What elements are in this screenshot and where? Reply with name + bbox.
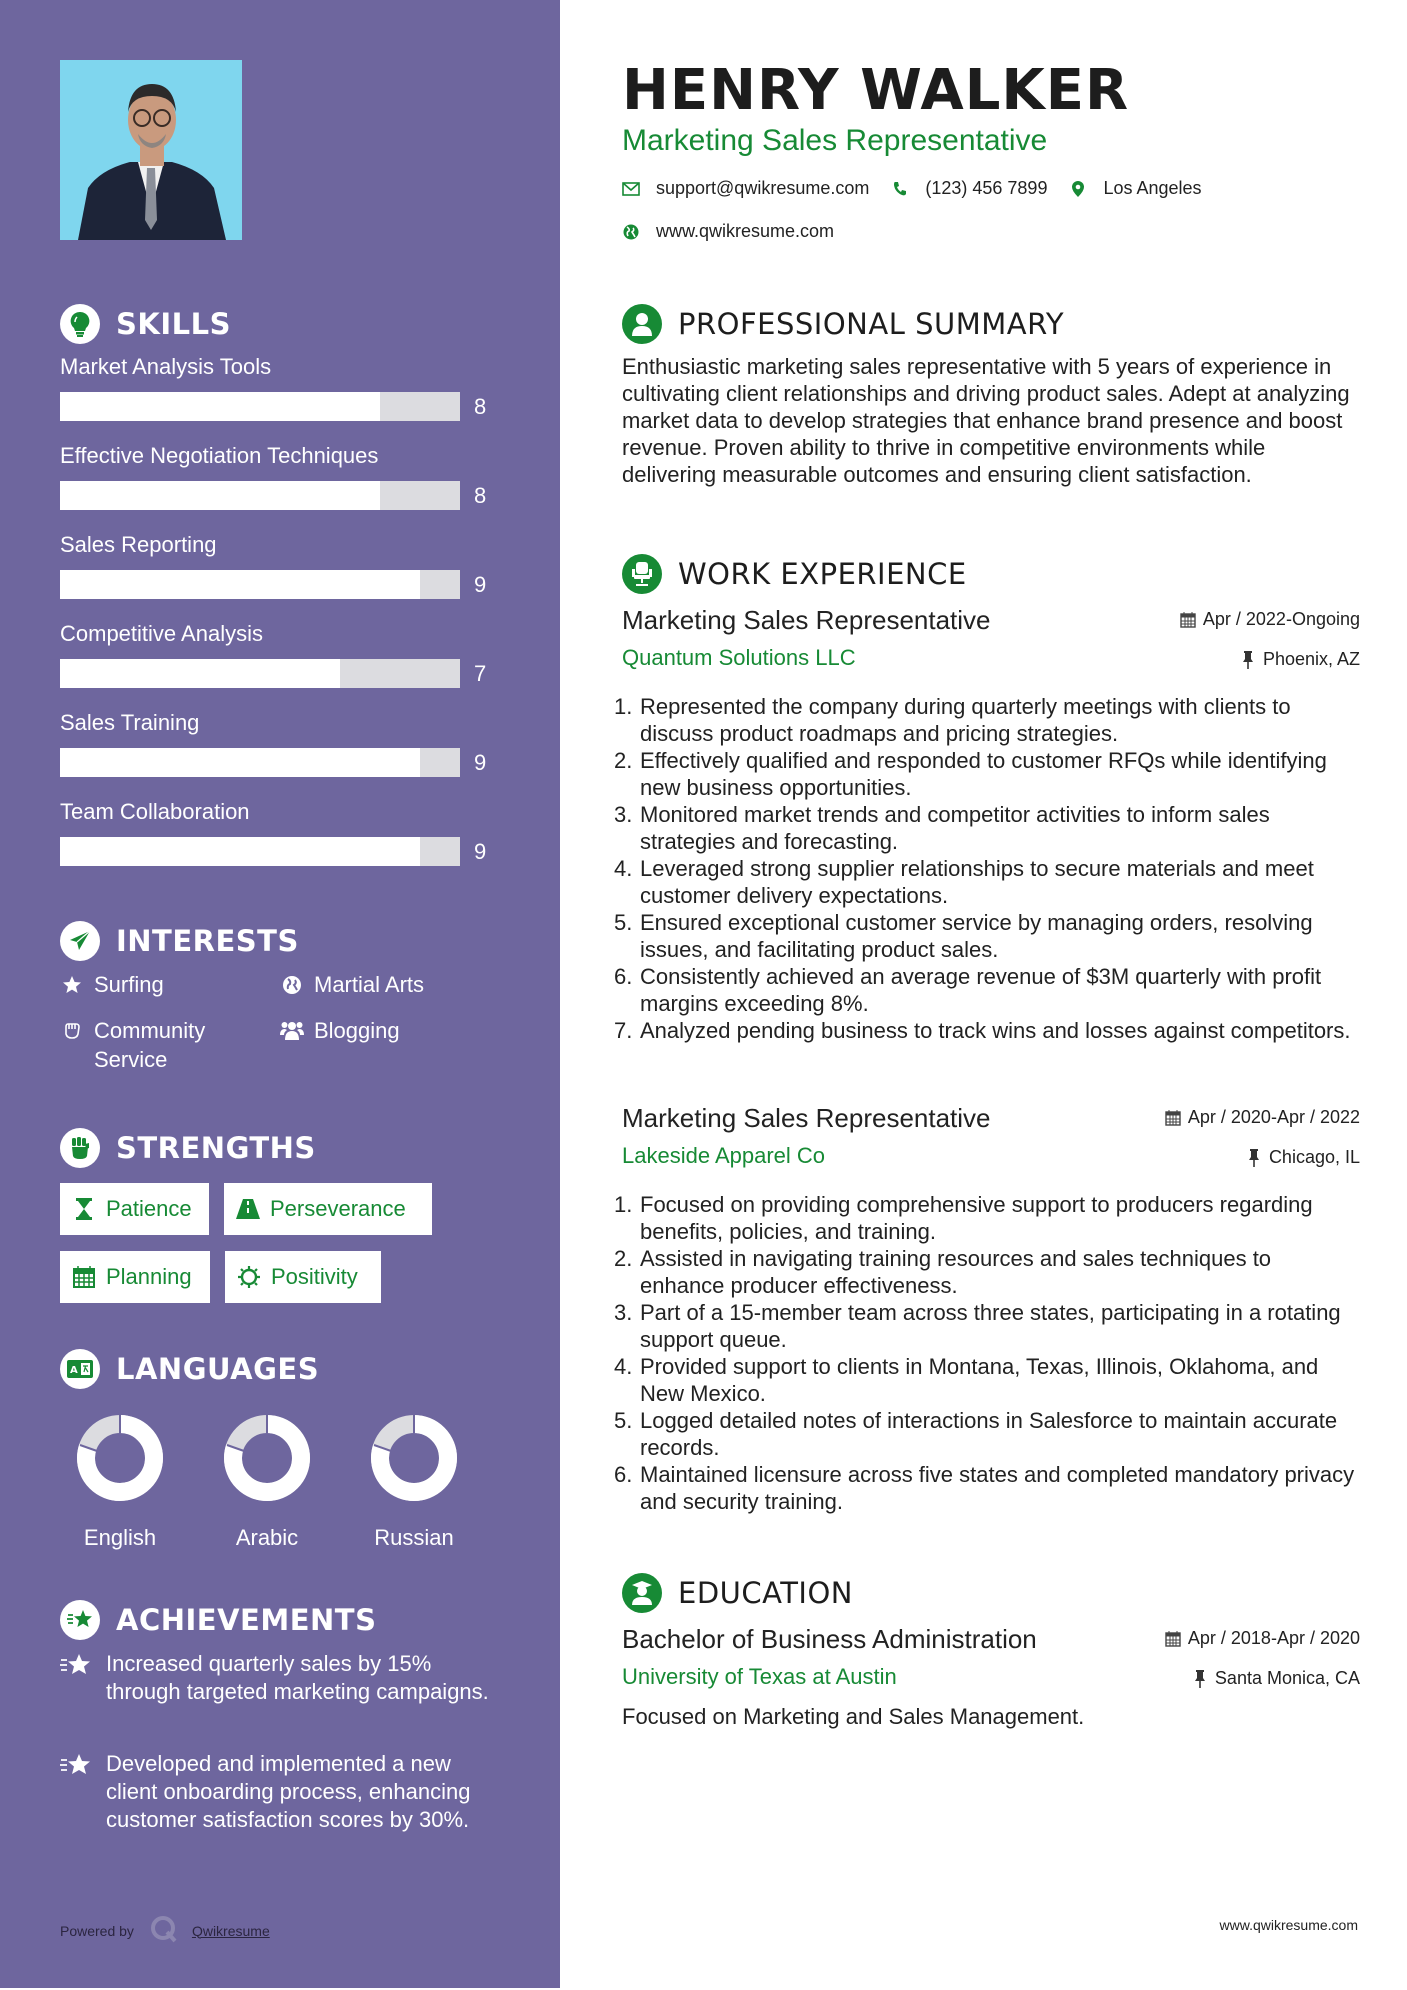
- job-bullet: 6. Maintained licensure across five states and completed mandatory privacy and security training.: [614, 1462, 1355, 1514]
- education-heading: [622, 1571, 853, 1615]
- sidebar: [0, 0, 560, 1988]
- chair-icon: [622, 554, 662, 594]
- skill-item: [60, 619, 500, 686]
- skill-value: 9: [474, 839, 487, 864]
- skill-bar: [60, 837, 460, 866]
- languages-title: LANGUAGES: [116, 1352, 320, 1386]
- job-bullet: 1. Focused on providing comprehensive support to producers regarding benefits, policies, and training.: [614, 1192, 1313, 1244]
- sun-icon: [237, 1265, 261, 1289]
- language-item: [65, 1413, 175, 1551]
- job-bullet: 6. Consistently achieved an average revenue of $3M quarterly with profit margins exceeding 8%.: [614, 964, 1322, 1016]
- person-photo-icon: [60, 60, 242, 240]
- location-text: Los Angeles: [1103, 178, 1202, 198]
- summary-text: Enthusiastic marketing sales representative with 5 years of experience in cultivating client relationships and driving product sales. Adept at analyzing market data to develop strategies that enhance brand presence and boost revenue. Proven ability to thrive in competitive environments while delivering measurable outcomes and ensuring client satisfaction.: [622, 354, 1350, 487]
- strength-label: Patience: [106, 1196, 192, 1221]
- qwikresume-logo-icon: [150, 1915, 178, 1946]
- pushpin-icon: [1239, 651, 1257, 669]
- strength-tag: [60, 1183, 209, 1235]
- interest-label: Community Service: [94, 1018, 206, 1072]
- language-donut: [75, 1413, 165, 1503]
- strengths-heading: [60, 1126, 316, 1170]
- skill-bar-fill: [60, 748, 420, 777]
- skill-label: Team Collaboration: [60, 799, 250, 824]
- contact-website[interactable]: [622, 221, 834, 242]
- job-entry: [614, 603, 1360, 1044]
- job-date: [1164, 1107, 1360, 1128]
- skill-item: [60, 352, 500, 419]
- skill-value: 7: [474, 661, 487, 686]
- skill-value: 9: [474, 572, 487, 597]
- hand-icon: [60, 1016, 84, 1045]
- skill-bar: [60, 748, 460, 777]
- language-donut: [369, 1413, 459, 1503]
- skill-bar-fill: [60, 659, 340, 688]
- job-company: Lakeside Apparel Co: [622, 1143, 826, 1168]
- skills-title: SKILLS: [116, 307, 231, 341]
- powered-by: [60, 1915, 270, 1946]
- interest-item: [60, 970, 260, 999]
- achievement-item: [60, 1650, 500, 1706]
- pushpin-icon: [1191, 1670, 1209, 1688]
- skill-label: Sales Training: [60, 710, 200, 735]
- skill-bar-fill: [60, 392, 380, 421]
- job-bullets: [614, 1191, 1360, 1515]
- road-icon: [236, 1197, 260, 1221]
- graduate-icon: [622, 1573, 662, 1613]
- strength-label: Planning: [106, 1264, 192, 1289]
- skill-bar-fill: [60, 570, 420, 599]
- strength-tag: [60, 1251, 210, 1303]
- strength-tag: [225, 1251, 381, 1303]
- profile-photo: [60, 60, 242, 240]
- fist-icon: [60, 1128, 100, 1168]
- achievement-item: [60, 1750, 500, 1834]
- interest-label: Surfing: [94, 972, 164, 997]
- job-location-text: Chicago, IL: [1268, 1147, 1360, 1167]
- interest-item: [280, 1016, 480, 1045]
- language-donut: [222, 1413, 312, 1503]
- skill-label: Effective Negotiation Techniques: [60, 443, 379, 468]
- job-bullet: 7. Analyzed pending business to track wins and losses against competitors.: [614, 1018, 1351, 1043]
- language-label: Russian: [374, 1525, 454, 1550]
- job-date-text: Apr / 2020-Apr / 2022: [1187, 1107, 1360, 1127]
- user-icon: [622, 304, 662, 344]
- email-text: support@qwikresume.com: [656, 178, 870, 198]
- calendar-icon: [1179, 611, 1197, 629]
- contact-row: [622, 178, 1224, 199]
- paper-plane-icon: [60, 921, 100, 961]
- job-title: Marketing Sales Representative: [622, 605, 991, 635]
- education-location: [1191, 1668, 1360, 1689]
- job-bullet: 1. Represented the company during quarterly meetings with clients to discuss product roadmaps and pricing strategies.: [614, 694, 1291, 746]
- powered-by-label: Powered by: [60, 1922, 134, 1939]
- job-company: Quantum Solutions LLC: [622, 645, 856, 670]
- candidate-role: Marketing Sales Representative: [622, 124, 1048, 157]
- job-date: [1179, 609, 1360, 630]
- phone-text: (123) 456 7899: [925, 178, 1048, 198]
- skill-item: [60, 708, 500, 775]
- skills-heading: [60, 302, 231, 346]
- skill-value: 8: [474, 483, 487, 508]
- education-description: Focused on Marketing and Sales Management.: [622, 1704, 1085, 1729]
- calendar-icon: [1164, 1109, 1182, 1127]
- contact-email[interactable]: [622, 178, 869, 199]
- achievement-text: Increased quarterly sales by 15% through targeted marketing campaigns.: [106, 1651, 489, 1704]
- calendar-icon: [1164, 1630, 1182, 1648]
- summary-title: PROFESSIONAL SUMMARY: [678, 307, 1065, 341]
- star-badge-icon: [60, 1600, 100, 1640]
- contact-row: [622, 221, 856, 242]
- skill-bar: [60, 392, 460, 421]
- job-bullet: 3. Part of a 15-member team across three states, participating in a rotating support queue.: [614, 1300, 1341, 1352]
- interests-title: INTERESTS: [116, 924, 299, 958]
- experience-heading: [622, 552, 967, 596]
- interest-item: [280, 970, 480, 999]
- phone-icon: [891, 180, 909, 198]
- language-label: Arabic: [235, 1525, 299, 1550]
- translate-icon: [60, 1349, 100, 1389]
- skill-bar: [60, 481, 460, 510]
- summary-heading: [622, 302, 1064, 346]
- star-badge-icon: [60, 1650, 94, 1706]
- language-item: [212, 1413, 322, 1551]
- job-location: [1239, 649, 1360, 670]
- job-location: [1245, 1147, 1360, 1168]
- school: University of Texas at Austin: [622, 1664, 897, 1689]
- education-entry: [622, 1622, 1360, 1732]
- skill-label: Competitive Analysis: [60, 621, 263, 646]
- globe-icon: [280, 970, 304, 999]
- map-pin-icon: [1069, 180, 1087, 198]
- skill-bar-fill: [60, 481, 380, 510]
- skill-label: Market Analysis Tools: [60, 354, 272, 379]
- experience-title: WORK EXPERIENCE: [678, 557, 967, 591]
- education-location-text: Santa Monica, CA: [1214, 1668, 1360, 1688]
- globe-icon: [622, 223, 640, 241]
- job-bullet: 3. Monitored market trends and competitor activities to inform sales strategies and forecasting.: [614, 802, 1270, 854]
- job-bullet: 4. Leveraged strong supplier relationships to secure materials and meet customer delivery expectations.: [614, 856, 1314, 908]
- skill-value: 8: [474, 394, 487, 419]
- strength-label: Positivity: [271, 1264, 358, 1289]
- job-title: Marketing Sales Representative: [622, 1103, 991, 1133]
- skill-bar: [60, 570, 460, 599]
- skill-item: [60, 797, 500, 864]
- achievement-text: Developed and implemented a new client onboarding process, enhancing customer satisfaction scores by 30%.: [106, 1751, 471, 1832]
- star-icon: [60, 970, 84, 999]
- job-entry: [614, 1101, 1360, 1515]
- interest-label: Blogging: [314, 1018, 400, 1043]
- strengths-title: STRENGTHS: [116, 1131, 316, 1165]
- contact-location: [1069, 178, 1201, 199]
- skill-bar-fill: [60, 837, 420, 866]
- strength-label: Perseverance: [270, 1196, 406, 1221]
- users-icon: [280, 1016, 304, 1045]
- language-label: English: [83, 1525, 157, 1550]
- interest-item: [60, 1016, 260, 1074]
- interest-label: Martial Arts: [314, 972, 425, 997]
- pushpin-icon: [1245, 1149, 1263, 1167]
- job-location-text: Phoenix, AZ: [1262, 649, 1360, 669]
- interests-heading: [60, 919, 299, 963]
- footer-website-link[interactable]: www.qwikresume.com: [1219, 1917, 1358, 1933]
- website-text: www.qwikresume.com: [656, 221, 835, 241]
- star-badge-icon: [60, 1750, 94, 1834]
- languages-heading: [60, 1347, 319, 1391]
- candidate-name: HENRY WALKER: [622, 58, 1130, 123]
- degree: Bachelor of Business Administration: [622, 1624, 1037, 1654]
- job-bullet: 5. Logged detailed notes of interactions in Salesforce to maintain accurate records.: [614, 1408, 1338, 1460]
- achievements-heading: [60, 1598, 376, 1642]
- contact-phone[interactable]: [891, 178, 1047, 199]
- envelope-icon: [622, 180, 640, 198]
- job-bullet: 2. Assisted in navigating training resources and sales techniques to enhance producer effectiveness.: [614, 1246, 1272, 1298]
- svg-text:A: A: [70, 1365, 78, 1376]
- job-bullet: 5. Ensured exceptional customer service by managing orders, resolving issues, and facilitating product sales.: [614, 910, 1313, 962]
- language-item: [359, 1413, 469, 1551]
- job-bullets: [614, 693, 1360, 1044]
- skill-bar: [60, 659, 460, 688]
- education-title: EDUCATION: [678, 1576, 854, 1610]
- job-bullet: 4. Provided support to clients in Montana, Texas, Illinois, Oklahoma, and New Mexico.: [614, 1354, 1319, 1406]
- education-date: [1164, 1628, 1360, 1649]
- qwikresume-link[interactable]: Qwikresume: [191, 1922, 270, 1939]
- skill-label: Sales Reporting: [60, 532, 217, 557]
- skill-item: [60, 530, 500, 597]
- hourglass-icon: [72, 1197, 96, 1221]
- job-bullet: 2. Effectively qualified and responded to customer RFQs while identifying new business opportunities.: [614, 748, 1327, 800]
- job-date-text: Apr / 2022-Ongoing: [1202, 609, 1360, 629]
- skill-item: [60, 441, 500, 508]
- strength-tag: [224, 1183, 432, 1235]
- lightbulb-icon: [60, 304, 100, 344]
- calendar-icon: [72, 1265, 96, 1289]
- education-date-text: Apr / 2018-Apr / 2020: [1187, 1628, 1360, 1648]
- achievements-title: ACHIEVEMENTS: [116, 1603, 377, 1637]
- skill-value: 9: [474, 750, 487, 775]
